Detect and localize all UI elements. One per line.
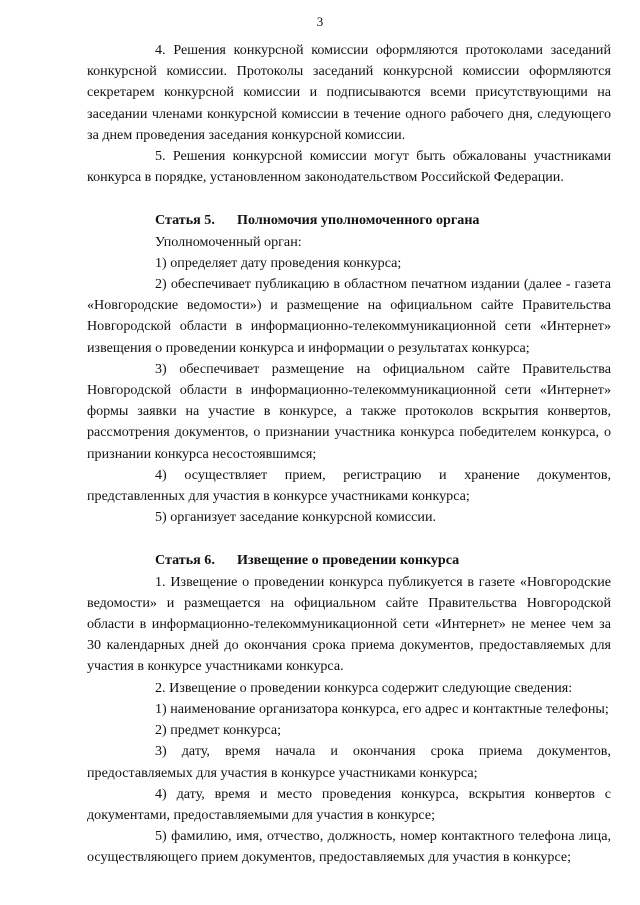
article-6-heading bbox=[87, 550, 611, 571]
paragraph-5: 5. Решения конкурсной комиссии могут быть обжалованы участниками конкурса в порядке, установленном законодательством Российской Федерации. bbox=[87, 148, 611, 186]
article-6-item-1: 1) наименование организатора конкурса, его адрес и контактные телефоны; bbox=[155, 700, 609, 717]
article-6-paragraph-1: 1. Извещение о проведении конкурса публикуется в газете «Новгородские ведомости» и размещается на официальном сайте Правительства Новгородской области в информационно-телекоммуникационной сети «Интернет» не менее чем за 30 календарных дней до окончания срока приема документов, предоставляемых для участия в конкурсе участниками конкурса. bbox=[87, 573, 611, 675]
paragraph-4: 4. Решения конкурсной комиссии оформляются протоколами заседаний конкурсной комиссии. Протоколы заседаний конкурсной комиссии оформляются секретарем конкурсной комиссии и подписываются всеми присутствующими на заседании членами конкурсной комиссии в течение одного рабочего дня, следующего за днем проведения заседания конкурсной комиссии. bbox=[87, 42, 611, 143]
article-5-item-5: 5) организует заседание конкурсной комиссии. bbox=[155, 509, 437, 526]
article-6-number: Статья 6. bbox=[155, 552, 215, 569]
article-5-item-3: 3) обеспечивает размещение на официальном сайте Правительства Новгородской области в информационно-телекоммуникационной сети «Интернет» формы заявки на участие в конкурсе, а также протоколов вскрытия конвертов, рассмотрения документов, о признании участника конкурса победителем конкурса, о признании конкурса несостоявшимся; bbox=[87, 360, 611, 462]
article-5-number: Статья 5. bbox=[155, 212, 215, 229]
page-number: 3 bbox=[316, 14, 324, 29]
article-6-item-4: 4) дату, время и место проведения конкурса, вскрытия конвертов с документами, предоставляемыми для участия в конкурсе; bbox=[87, 785, 611, 823]
article-5-intro: Уполномоченный орган: bbox=[155, 233, 302, 250]
article-6-item-3: 3) дату, время начала и окончания срока приема документов, предоставляемых для участия в конкурсе участниками конкурса; bbox=[87, 743, 611, 781]
article-5-item-4: 4) осуществляет прием, регистрацию и хранение документов, представленных для участия в конкурсе участниками конкурса; bbox=[87, 466, 611, 505]
article-6-item-5: 5) фамилию, имя, отчество, должность, номер контактного телефона лица, осуществляющего прием документов, предоставляемых для участия в конкурсе; bbox=[87, 828, 611, 866]
article-5-item-1: 1) определяет дату проведения конкурса; bbox=[155, 254, 402, 271]
article-5-heading bbox=[87, 210, 611, 231]
article-6-paragraph-2: 2. Извещение о проведении конкурса содержит следующие сведения: bbox=[155, 679, 573, 696]
article-5-item-2: 2) обеспечивает публикацию в областном печатном издании (далее - газета «Новгородские ведомости») и размещение на официальном сайте Правительства Новгородской области в информационно-телекоммуникационной сети «Интернет» извещения о проведении конкурса и информации о результатах конкурса; bbox=[87, 276, 611, 356]
article-6-item-2: 2) предмет конкурса; bbox=[155, 722, 282, 739]
article-5-title: Полномочия уполномоченного органа bbox=[237, 212, 480, 229]
article-6-title: Извещение о проведении конкурса bbox=[237, 552, 460, 569]
document-body bbox=[87, 40, 611, 869]
